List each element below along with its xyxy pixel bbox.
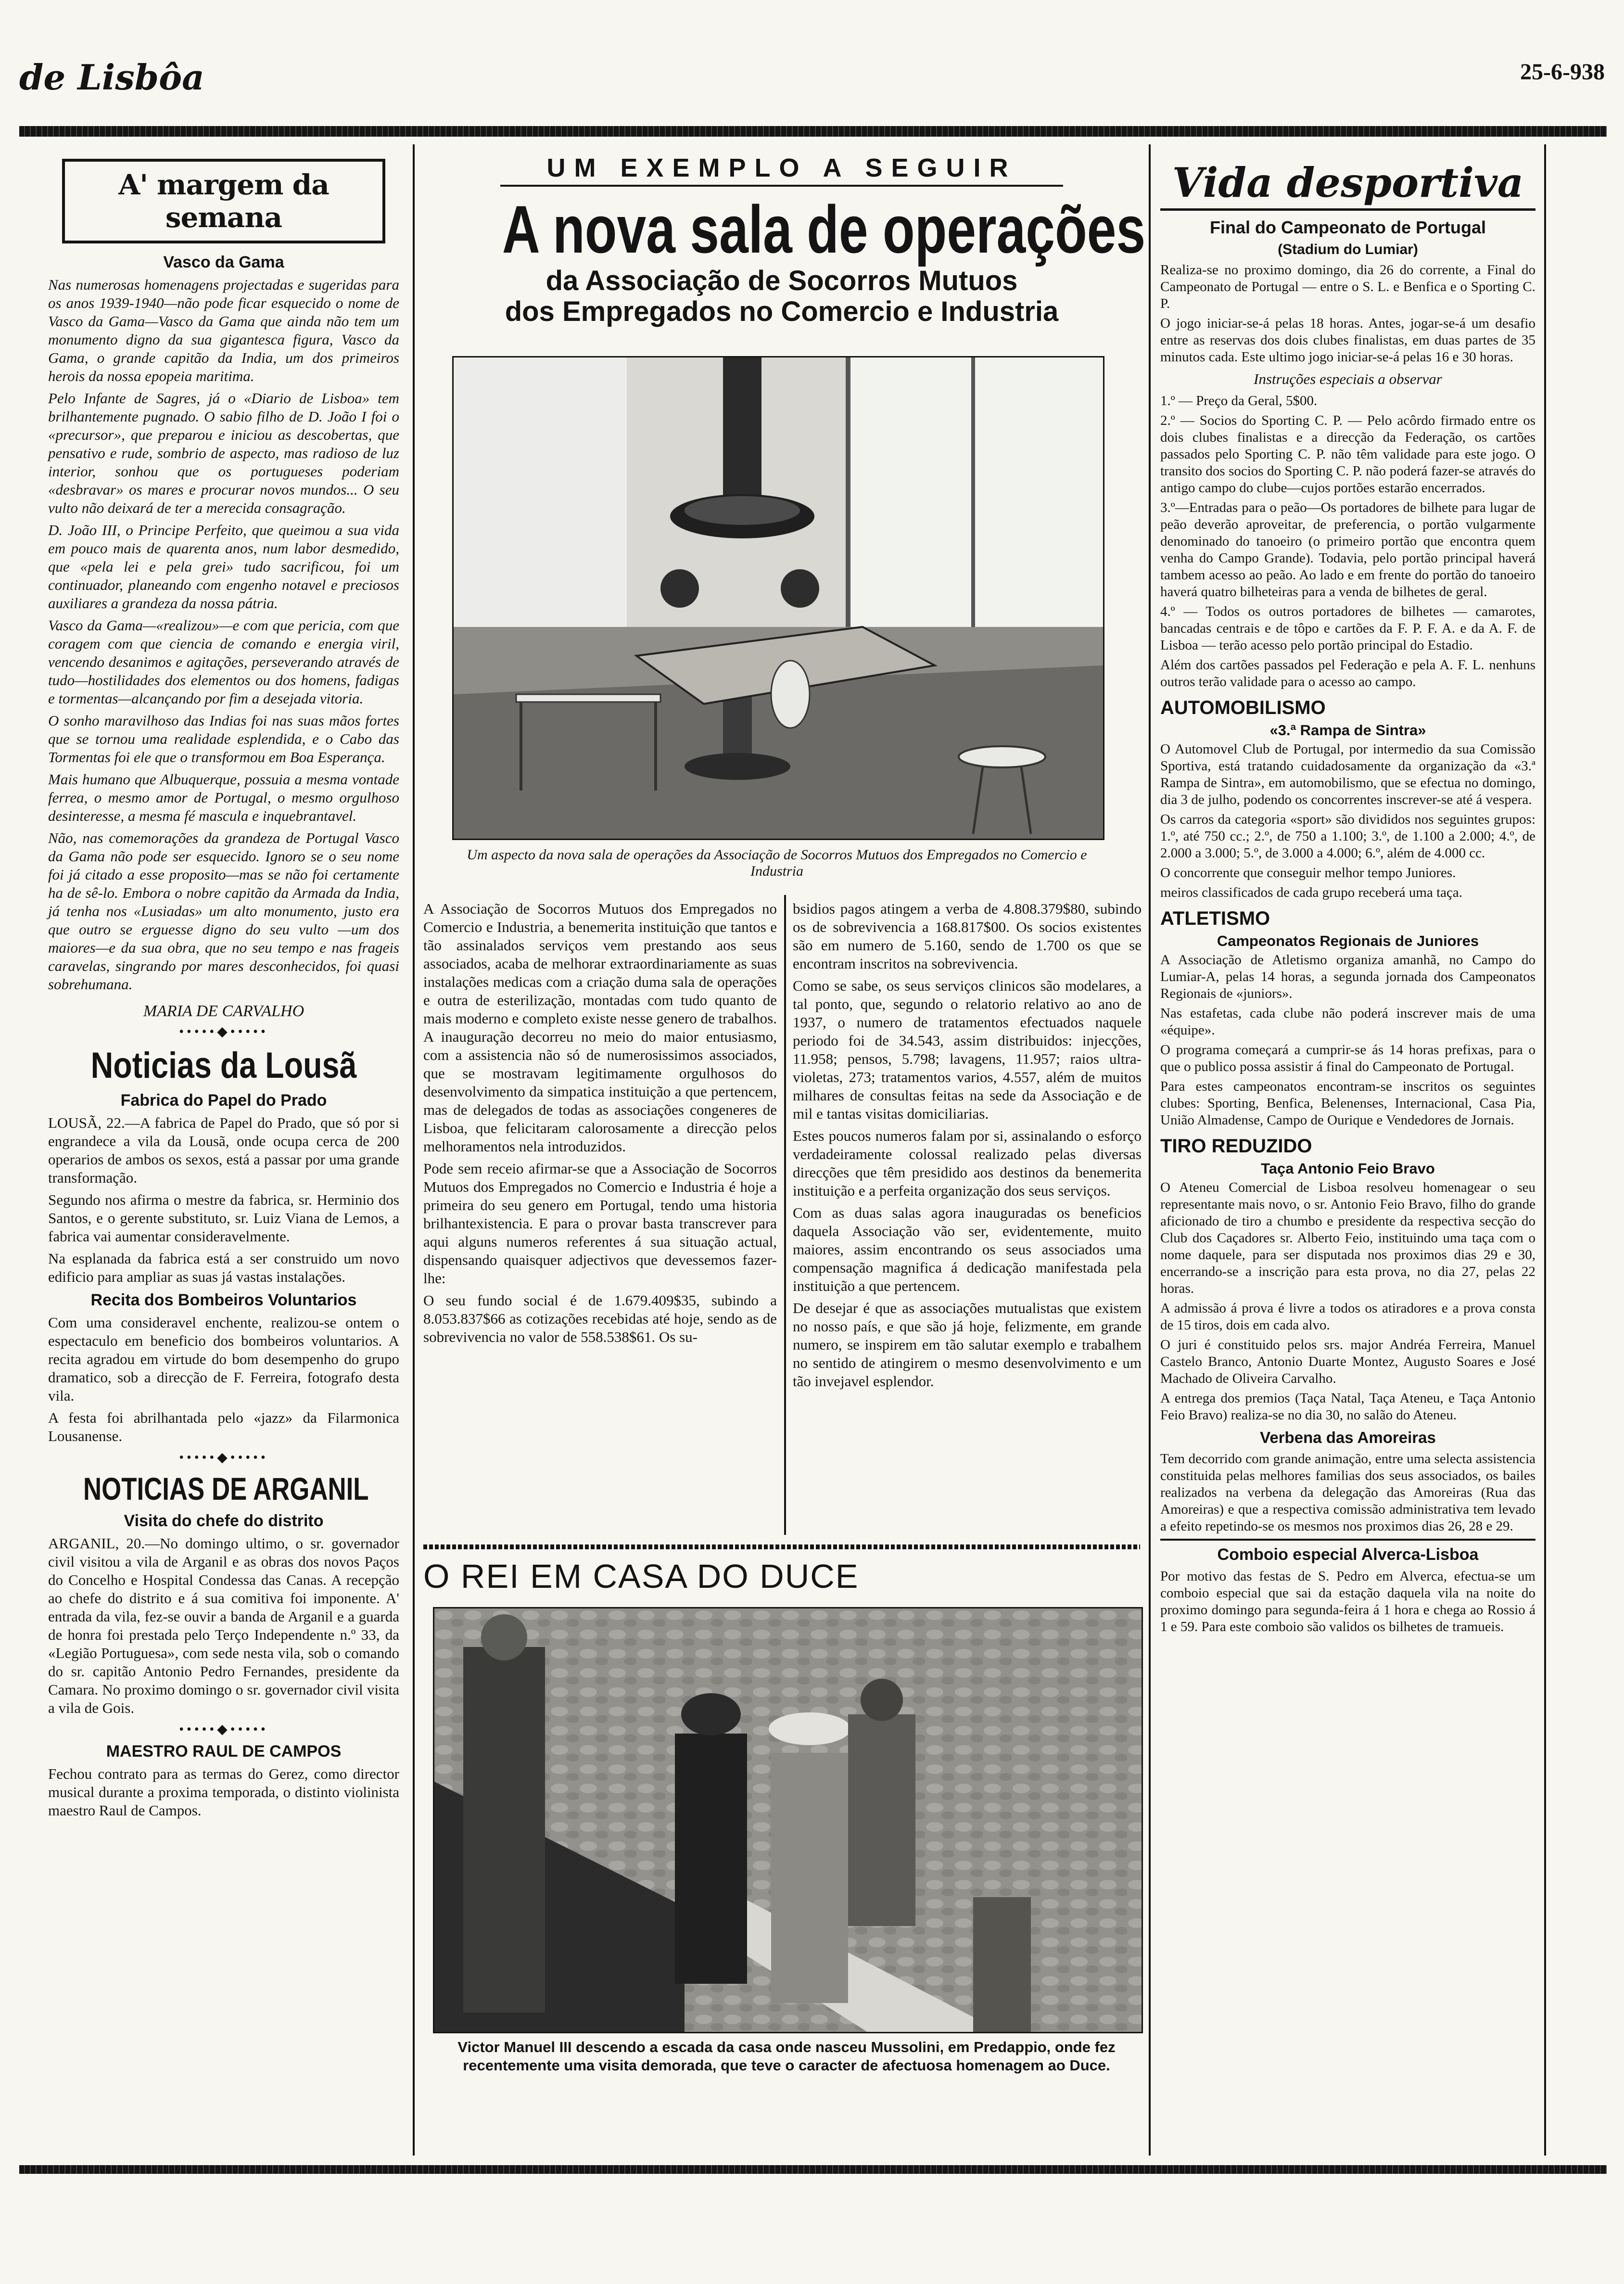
lousa-subhead: Fabrica do Papel do Prado bbox=[120, 1091, 327, 1110]
margem-paragraph: Mais humano que Albuquerque, possuia a mesma vontade ferrea, o mesmo amor de Portugal, o mesmo orgulhoso desinteresse, a mesma fé mascula e inquebrantavel. bbox=[48, 771, 399, 824]
sports-paragraph: Para estes campeonatos encontram-se inscritos os seguintes clubes: Sporting, Benfica, Belenenses, Internacional, Casa Pia, União Almadense, Campo de Ourique e Vendedores de Jornais. bbox=[1160, 1079, 1535, 1128]
column-rule bbox=[413, 144, 415, 2156]
operating-room-illustration bbox=[454, 357, 1103, 839]
final-subhead: (Stadium do Lumiar) bbox=[1278, 242, 1418, 257]
sports-paragraph: Nas estafetas, cada clube não poderá inscrever mais de uma «équipe». bbox=[1160, 1006, 1535, 1038]
divider: •••••◆••••• bbox=[179, 1722, 268, 1737]
article-paragraph: De desejar é que as associações mutualistas que existem no nosso país, e que são já hoje, felizmente, em grande numero, se inspirem em tão salutar exemplo e trabalhem no sentido de atingirem o mesmo desenvolvimento e um tão invejavel esplendor. bbox=[793, 1300, 1142, 1390]
king-visit-photo bbox=[433, 1607, 1143, 2033]
operating-room-caption: Um aspecto da nova sala de operações da Associação de Socorros Mutuos dos Empregados no Comercio e Industria bbox=[467, 847, 1087, 879]
article-paragraph: bsidios pagos atingem a verba de 4.808.379$80, subindo os de sobrevivencia a 168.817$00. Os socios existentes são em numero de 5.160, sendo de 1.700 os que se encontram inscritos na sobrevivencia. bbox=[793, 900, 1142, 972]
article-paragraph: Como se sabe, os seus serviços clinicos são modelares, a tal ponto, que, segundo o relatorio relativo ao ano de 1937, o numero de tratamentos efectuados naquele periodo foi de 34.543, assim distribuidos: injecções, 11.958; pensos, 5.798; lavagens, 11.957; raios ultra-violetas, 273; tratamentos varios, 4.557, além de muitos milhares de consultas feitas na sede da Associação e de mil e tantas visitas domiciliarias. bbox=[793, 977, 1142, 1122]
margem-signature: MARIA DE CARVALHO bbox=[143, 1002, 304, 1020]
column-rule bbox=[1544, 144, 1546, 2156]
lousa-paragraph: Segundo nos afirma o mestre da fabrica, sr. Herminio dos Santos, e o gerente substituto, sr. Luiz Viana de Lemos, a fabrica vai aumentar consideravelmente. bbox=[48, 1191, 399, 1245]
margem-box-title: A' margem da semana bbox=[62, 159, 385, 243]
margem-paragraph: D. João III, o Principe Perfeito, que queimou a sua vida em pouco mais de quarenta anos, num labor desmedido, que «pela lei e pela grei» tudo sacrificou, foi um continuador, planeando com engenho notavel e preciosos auxiliares a grandeza da nossa pátria. bbox=[48, 522, 399, 612]
shooting-subhead: Taça Antonio Feio Bravo bbox=[1261, 1160, 1435, 1177]
margem-paragraph: Pelo Infante de Sagres, já o «Diario de Lisboa» tem brilhantemente pugnado. O sabio filho de D. João I foi o «precursor», que preparou e iniciou as descobertas, que pensativo e rude, sombrio de aspecto, mas radioso de luz interior, sonhou que os portugueses poderiam «desbravar» os mares e procurar novos mundos... O seu vulto não deixará de ter a merecida consagração. bbox=[48, 390, 399, 516]
arganil-body bbox=[48, 1765, 399, 1820]
masthead-rule bbox=[19, 126, 1607, 137]
arganil-paragraph: ARGANIL, 20.—No domingo ultimo, o sr. governador civil visitou a vila de Arganil e as obras dos novos Paços do Concelho e Hospital Condessa das Canas. A recepção ao chefe do distrito e á sua comitiva foi imponente. A' entrada da vila, fez-se ouvir a banda de Arganil e a guarda de honra foi prestada pelo Terço Independente n.º 33, da «Legião Portuguesa», com sede nesta vila, sob o comando do sr. capitão Antonio Pedro Fernandes, presidente da Camara. No proximo domingo o sr. governador civil visita a vila de Gois. bbox=[48, 1535, 399, 1716]
sports-paragraph: Por motivo das festas de S. Pedro em Alverca, efectua-se um comboio especial que sai da estação daquela vila na noite do proximo domingo para segunda-feira á 1 hora e chega ao Rossio á 1 e 59. Para este comboio são validos os bilhetes de tramueis. bbox=[1160, 1569, 1535, 1634]
arganil-title: NOTICIAS DE ARGANIL bbox=[83, 1471, 369, 1506]
article-paragraph: Estes poucos numeros falam por si, assinalando o esforço verdadeiramente colossal realizado pelas diversas direcções que têm presidido aos destinos da benemerita instituição e a perfeita organização dos seus serviços. bbox=[793, 1127, 1142, 1199]
athletics-subhead: Campeonatos Regionais de Juniores bbox=[1217, 932, 1479, 949]
kicker-rule bbox=[500, 185, 1063, 187]
instruction-item: 1.º — Preço da Geral, 5$00. bbox=[1160, 393, 1318, 408]
sports-paragraph: Tem decorrido com grande animação, entre uma selecta assistencia constituida pelas melhores familias dos seus associados, os bailes realizados na verbena da delegação das Amoreiras (Rua das Amoreiras) e que a respectiva comissão administrativa tem levado a efeito repetindo-se os mesmos nos proximos dias 26, 28 e 29. bbox=[1160, 1451, 1535, 1534]
divider: •••••◆••••• bbox=[179, 1024, 268, 1039]
margem-subtitle: Vasco da Gama bbox=[163, 253, 284, 271]
margem-paragraph: Não, nas comemorações da grandeza de Portugal Vasco da Gama não pode ser esquecido. Ignoro se o seu nome foi já citado a esse proposito—mas se não foi certamente ha de sê-lo. Embora o nobre capitão da Armada da India, já tenha nos «Lusiadas» um alto monumento, justo era que outro se erguesse digno do seu vulto —um dos maiores—e da sua obra, que no seu tempo e nas frageis caravelas, singrando por mares desconhecidos, foi quasi sobrehumana. bbox=[48, 829, 399, 993]
article-paragraph: O seu fundo social é de 1.679.409$35, subindo a 8.053.837$66 as cotizações recebidas até hoje, sendo as de sobrevivencia no valor de 558.538$61. Os su- bbox=[423, 1292, 777, 1345]
lousa-body bbox=[48, 1114, 399, 1286]
sports-paragraph: O concorrente que conseguir melhor tempo Juniores. bbox=[1160, 865, 1456, 880]
sports-paragraph: Realiza-se no proximo domingo, dia 26 do corrente, a Final do Campeonato de Portugal — entre o S. L. e Benfica e o Sporting C. P. bbox=[1160, 262, 1535, 311]
article-column-1 bbox=[423, 900, 777, 1350]
article-paragraph: A Associação de Socorros Mutuos dos Empregados no Comercio e Industria, a benemerita instituição que tantos e tão assinalados serviços vem prestando aos seus associados, acaba de melhorar extraordinariamente as suas instalações medicas com a criação duma sala de operações e outra de esterilização, montadas com tudo quanto de mais moderno e completo existe nesse genero de trabalhos. A inauguração decorreu no meio do maior entusiasmo, com a assistencia não só de numerosissimos associados, que se mostravam legitimamente orgulhosos do desenvolvimento da simpatica instituição a que pertencem, mas de delegados de todas as associações congeneres de Lisboa, que felicitaram calorosamente a direcção pelos melhoramentos nela introduzidos. bbox=[423, 900, 777, 1155]
bottom-rule bbox=[19, 2165, 1607, 2174]
lousa-body bbox=[48, 1314, 399, 1445]
section-rule bbox=[1160, 1539, 1535, 1541]
instruction-item: 3.º—Entradas para o peão—Os portadores de bilhete para lugar de peão deverão aproveitar, de preferencia, o portão vulgarmente denominado do tanoeiro (o primeiro portão que encontra quem venha do Campo Grande). Todavia, pelo portão principal haverá tambem acesso ao peão. Ao lado e em frente do portão do tanoeiro haverá quatro bilheteiras para a venda de bilhetes de geral. bbox=[1160, 500, 1535, 600]
operating-room-photo bbox=[452, 356, 1104, 840]
instruction-item: 4.º — Todos os outros portadores de bilhetes — camarotes, bancadas centrais e de tôpo e cartões da F. P. F. A. e da A. F. de Lisboa — terão acesso pelo portão principal do Estadio. bbox=[1160, 604, 1535, 653]
instruction-item: 2.º — Socios do Sporting C. P. — Pelo acôrdo firmado entre os dois clubes finalistas e a direcção da Federação, os cartões passados pelo Sporting C. P. não têm validade para este jogo. O transito dos socios do Sporting C. P. não poderá fazer-se através do antigo campo do clube—cujos portões estarão encerrados. bbox=[1160, 413, 1535, 496]
margem-paragraph: O sonho maravilhoso das Indias foi nas suas mãos fortes que se tornou uma realidade esplendida, e o Cabo das Tormentas foi ele que o transformou em Boa Esperança. bbox=[48, 712, 399, 766]
masthead-title: de Lisbôa bbox=[19, 57, 204, 98]
sports-paragraph: O Ateneu Comercial de Lisboa resolveu homenagear o seu representante mais novo, o sr. Antonio Feio Bravo, filho do grande aficionado de tiro a chumbo e presidente da respectiva secção do Club dos Caçadores sr. Alberto Feio, instituindo uma taça com o nome daquele, para ser disputada nos proximos dias 29 e 30, encerrando-se a inscrição para esta prova, no dia 27, pelas 22 horas. bbox=[1160, 1180, 1535, 1296]
sports-paragraph: A admissão á prova é livre a todos os atiradores e a prova consta de 15 tiros, dois em cada alvo. bbox=[1160, 1301, 1535, 1333]
athletics-head: ATLETISMO bbox=[1160, 908, 1270, 929]
column-rule bbox=[1149, 144, 1151, 2156]
instruction-item: Além dos cartões passados pel Federação e pela A. F. L. nenhuns outros terão validade para o acesso ao campo. bbox=[1160, 657, 1535, 689]
shooting-head: TIRO REDUZIDO bbox=[1160, 1136, 1312, 1157]
article-kicker: UM EXEMPLO A SEGUIR bbox=[546, 153, 1017, 182]
sports-paragraph: Os carros da categoria «sport» são divididos nos seguintes grupos: 1.º, até 750 cc.; 2.º, de 750 a 1.100; 3.º, de 1.100 a 2.000; 4.º, de 2.000 a 3.000; 5.º, de 3.000 a 4.000; 6.º, além de 4.000 cc. bbox=[1160, 812, 1535, 861]
article-headline: A nova sala de operações bbox=[502, 191, 1146, 267]
article-deck-line: da Associação de Socorros Mutuos bbox=[546, 265, 1018, 296]
auto-subhead: «3.ª Rampa de Sintra» bbox=[1269, 722, 1426, 739]
arganil-paragraph: Fechou contrato para as termas do Gerez, como director musical durante a proxima temporada, o distinto violinista maestro Raul de Campos. bbox=[48, 1765, 399, 1819]
final-head: Final do Campeonato de Portugal bbox=[1209, 217, 1486, 237]
king-visit-caption: Victor Manuel III descendo a escada da casa onde nasceu Mussolini, em Predappio, onde fez recentemente uma visita demorada, que teve o caracter de afectuosa homenagem ao Duce. bbox=[457, 2039, 1116, 2074]
article-paragraph: Pode sem receio afirmar-se que a Associação de Socorros Mutuos dos Empregados no Comercio e Industria é hoje a primeira do seu genero em Portugal, tendo uma historia brilhantexistencia. E para o provar basta transcrever para aqui alguns numeros referentes á sua situação actual, dispensando quaisquer adjectivos que devessemos fazer-lhe: bbox=[423, 1160, 777, 1287]
sports-paragraph: A Associação de Atletismo organiza amanhã, no Campo do Lumiar-A, pelas 14 horas, a segunda jornada dos Campeonatos Regionais de «juniors». bbox=[1160, 952, 1535, 1001]
margem-body bbox=[48, 276, 399, 994]
article-paragraph: Com as duas salas agora inauguradas os beneficios daquela Associação vão ser, evidentemente, muito maiores, assim encontrando os seus associados uma compensação magnifica á dedicação manifestada pela instituição a que pertencem. bbox=[793, 1204, 1142, 1294]
lousa-paragraph: Na esplanada da fabrica está a ser construido um novo edificio para ampliar as suas já vastas instalações. bbox=[48, 1250, 399, 1285]
sports-paragraph: O programa começará a cumprir-se ás 14 horas prefixas, para o que o publico possa assistir á final do Campeonato de Portugal. bbox=[1160, 1042, 1535, 1074]
arganil-body bbox=[48, 1534, 399, 1717]
sports-paragraph: O juri é constituido pelos srs. major Andréa Ferreira, Manuel Castelo Branco, Antonio Duarte Montez, Augusto Soares e José Machado de Oliveira Carvalho. bbox=[1160, 1337, 1535, 1386]
margem-section bbox=[48, 159, 399, 1824]
divider: •••••◆••••• bbox=[179, 1450, 268, 1465]
article-column-2 bbox=[793, 900, 1142, 1394]
auto-head: AUTOMOBILISMO bbox=[1160, 697, 1326, 718]
verbena-head: Verbena das Amoreiras bbox=[1260, 1429, 1436, 1446]
lousa-paragraph: Com uma consideravel enchente, realizou-se ontem o espectaculo em beneficio dos bombeiros voluntarios. A recita agradou em virtude do bom desempenho do grupo dramatico, sob a direcção de F. Ferreira, fotografo desta vila. bbox=[48, 1314, 399, 1404]
sports-paragraph: O Automovel Club de Portugal, por intermedio da sua Comissão Sportiva, está tratando cuidadosamente da organização da «3.ª Rampa de Sintra», em automobilismo, que se efectua no domingo, dia 3 de julho, podendo os concorrentes inscrever-se até á vespera. bbox=[1160, 741, 1535, 807]
sports-title: Vida desportiva bbox=[1160, 159, 1535, 211]
arganil-subhead: Visita do chefe do distrito bbox=[124, 1512, 324, 1530]
lousa-subhead: Recita dos Bombeiros Voluntarios bbox=[90, 1291, 357, 1309]
instructions-head: Instruções especiais a observar bbox=[1254, 370, 1442, 387]
section-rule bbox=[423, 1544, 1140, 1549]
sports-section bbox=[1160, 159, 1535, 1638]
sports-paragraph: O jogo iniciar-se-á pelas 18 horas. Antes, jogar-se-á um desafio entre as reservas dos dois clubes finalistas, em duas partes de 35 minutos cada. Este ultimo jogo iniciar-se-á pelas 16 e 30 horas. bbox=[1160, 316, 1535, 365]
arganil-subhead: MAESTRO RAUL DE CAMPOS bbox=[106, 1742, 342, 1761]
column-rule bbox=[784, 895, 786, 1535]
margem-paragraph: Nas numerosas homenagens projectadas e sugeridas para os anos 1939-1940—não pode ficar esquecido o nome de Vasco da Gama—Vasco da Gama que ainda não tem um monumento digno da sua gigantesca figura, Vasco da Gama, o grande capitão da India, um dos primeiros herois da nossa epopeia maritima. bbox=[48, 276, 399, 384]
main-article-header bbox=[423, 153, 1146, 327]
sports-paragraph: meiros classificados de cada grupo receberá uma taça. bbox=[1160, 885, 1463, 900]
article-deck-line: dos Empregados no Comercio e Industria bbox=[505, 296, 1059, 327]
lousa-paragraph: LOUSÃ, 22.—A fabrica de Papel do Prado, que só por si engrandece a vila da Lousã, onde ocupa cerca de 200 operarios de ambos os sexos, está a passar por uma grande transformação. bbox=[48, 1114, 399, 1186]
margem-paragraph: Vasco da Gama—«realizou»—e com que pericia, com que coragem com que ciencia de comando e energia viril, vencendo desanimos e agitações, perseverando através de tudo—hostilidades dos elementos ou dos homens, fadigas e tormentas—alcançando por fim a desejada vitoria. bbox=[48, 617, 399, 707]
sports-paragraph: A entrega dos premios (Taça Natal, Taça Ateneu, e Taça Antonio Feio Bravo) realiza-se no dia 30, no salão do Ateneu. bbox=[1160, 1391, 1535, 1423]
lousa-paragraph: A festa foi abrilhantada pelo «jazz» da Filarmonica Lousanense. bbox=[48, 1409, 399, 1444]
lousa-title: Noticias da Lousã bbox=[90, 1045, 357, 1086]
masthead-date: 25-6-938 bbox=[1520, 59, 1605, 85]
king-visit-illustration bbox=[434, 1608, 1142, 2032]
train-head: Comboio especial Alverca-Lisboa bbox=[1217, 1545, 1479, 1564]
duce-title: O REI EM CASA DO DUCE bbox=[423, 1557, 859, 1595]
